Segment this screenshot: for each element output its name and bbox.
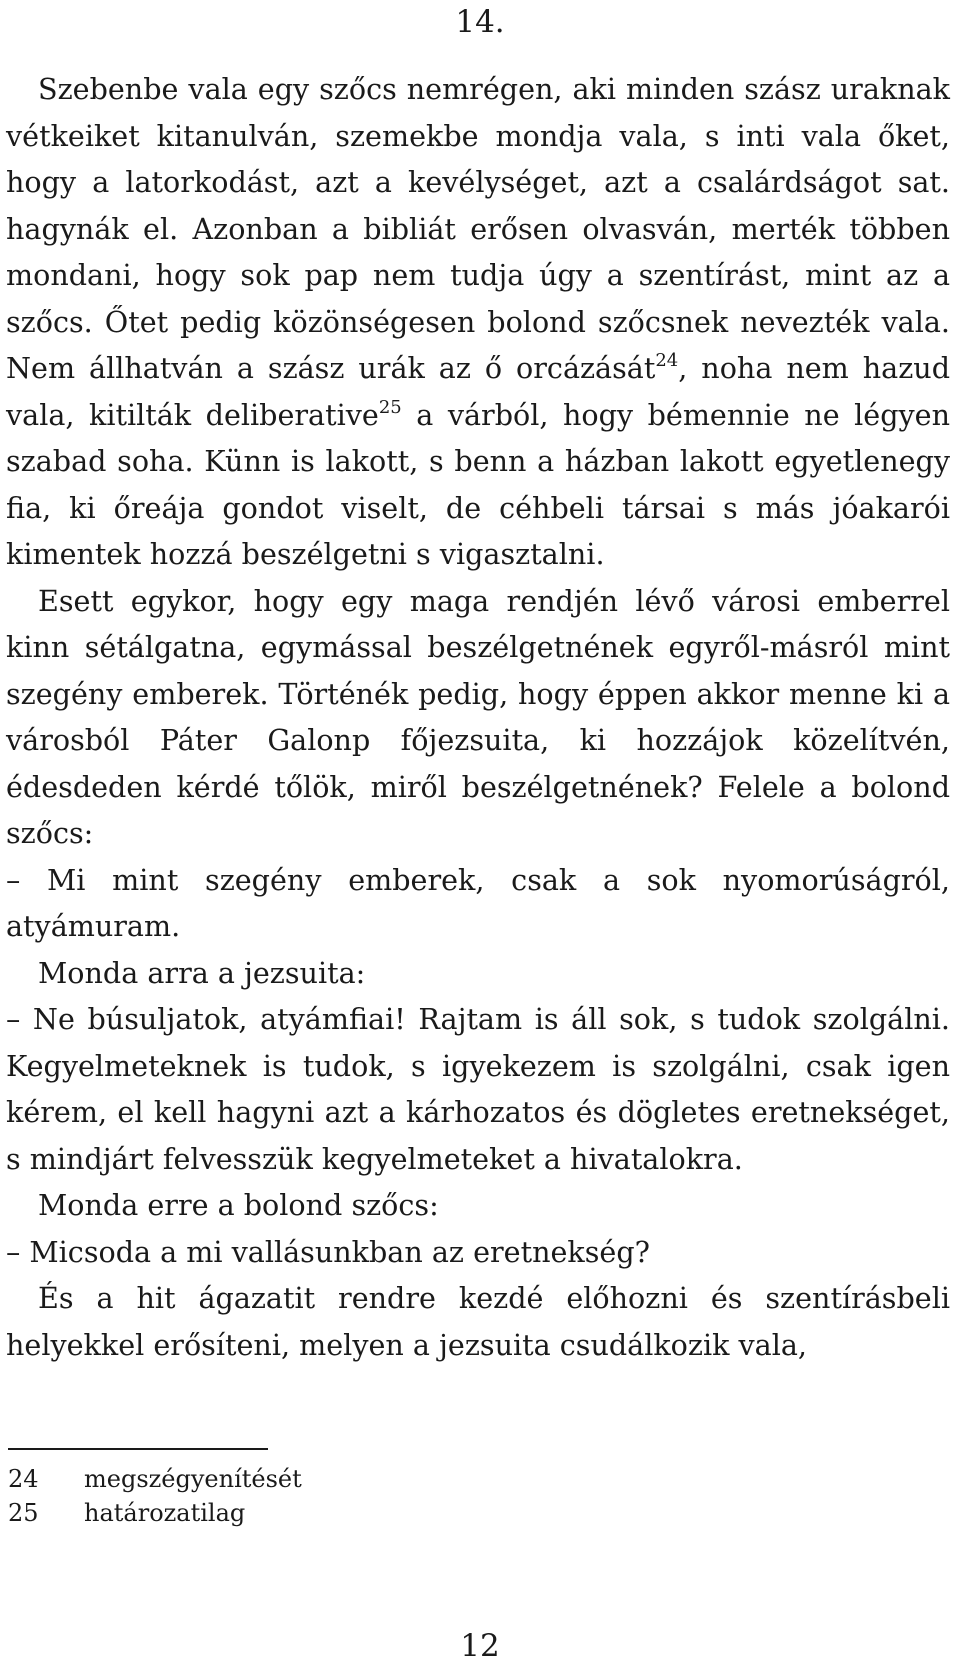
footnote-text: megszégyenítését bbox=[84, 1465, 302, 1493]
footnote-text: határozatilag bbox=[84, 1499, 246, 1527]
footnote-ref-25[interactable]: 25 bbox=[378, 396, 402, 418]
paragraph-2: Esett egykor, hogy egy maga rendjén lévő városi emberrel kinn sétálgatna, egymással beszélgetnének egyről-másról mint szegény emberek. Történék pedig, hogy éppen akkor menne ki a városból Páter Galonp főjezsuita, ki hozzájok közelítvén, édesdeden kérdé tőlök, miről beszélgetnének? Felele a bolond szőcs: bbox=[6, 583, 950, 850]
footnote-divider bbox=[8, 1448, 268, 1450]
page-number: 12 bbox=[460, 1628, 500, 1664]
footnote-number: 25 bbox=[8, 1499, 39, 1527]
paragraph-1-part-c: a várból, hogy bémennie ne légyen szabad soha. Künn is lakott, s benn a házban lakott egyetlenegy fia, ki őreája gondot viselt, de céhbeli társai s más jóakarói kimentek hozzá beszélgetni s vigasztalni. bbox=[6, 397, 950, 571]
footnote-25 bbox=[8, 1496, 302, 1530]
paragraph-1-part-b: , noha nem hazud vala, kitilták deliberative bbox=[6, 351, 950, 432]
paragraph-3-dialogue: – Mi mint szegény emberek, csak a sok nyomorúságról, atyámuram. bbox=[6, 862, 950, 943]
footnote-number: 24 bbox=[8, 1465, 39, 1493]
paragraph-4: Monda arra a jezsuita: bbox=[38, 955, 366, 990]
paragraph-5-dialogue: – Ne búsuljatok, atyámfiai! Rajtam is áll sok, s tudok szolgálni. Kegyelmeteknek is tudok, s igyekezem is szolgálni, csak igen kérem, el kell hagyni azt a kárhozatos és dögletes eretnekséget, s mindjárt felvesszük kegyelmeteket a hivatalokra. bbox=[6, 1002, 950, 1176]
paragraph-1 bbox=[6, 66, 950, 578]
section-number: 14. bbox=[455, 4, 505, 40]
footnote-ref-24[interactable]: 24 bbox=[655, 350, 679, 371]
body-text bbox=[6, 66, 950, 1368]
paragraph-6: Monda erre a bolond szőcs: bbox=[38, 1188, 439, 1222]
paragraph-8: És a hit ágazatit rendre kezdé előhozni és szentírásbeli helyekkel erősíteni, melyen a jezsuita csudálkozik vala, bbox=[6, 1281, 950, 1362]
paragraph-7-dialogue: – Micsoda a mi vallásunkban az eretnekség? bbox=[6, 1234, 650, 1269]
footnote-24 bbox=[8, 1462, 302, 1496]
footnotes bbox=[8, 1462, 302, 1530]
paragraph-1-part-a: Szebenbe vala egy szőcs nemrégen, aki minden szász uraknak vétkeiket kitanulván, szemekbe mondja vala, s inti vala őket, hogy a latorkodást, azt a kevélységet, azt a csalárdságot sat. hagynák el. Azonban a bibliát erősen olvasván, merték többen mondani, hogy sok pap nem tudja úgy a szentírást, mint az a szőcs. Őtet pedig közönségesen bolond szőcsnek nevezték vala. Nem állhatván a szász urák az ő orcázását bbox=[6, 72, 950, 385]
